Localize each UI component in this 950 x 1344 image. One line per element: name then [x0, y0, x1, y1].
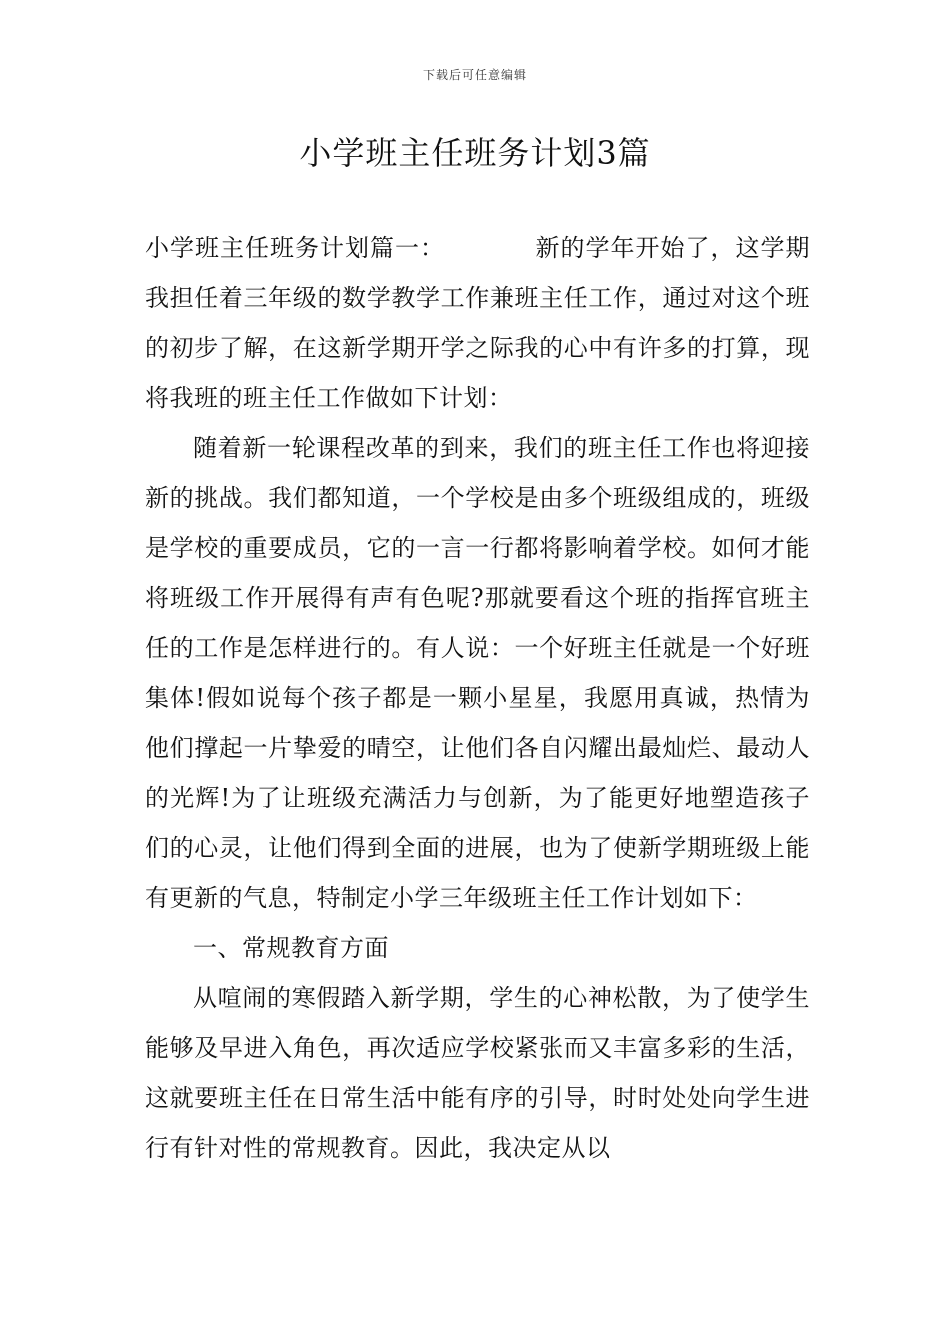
intro-paragraph — [145, 223, 810, 423]
header-note: 下载后可任意编辑 — [422, 68, 527, 82]
paragraph-4: 从喧闹的寒假踏入新学期，学生的心神松散，为了使学生能够及早进入角色，再次适应学校紧张而又丰富多彩的生活，这就要班主任在日常生活中能有序的引导，时时处处向学生进行有针对性的常规教育。因此，我决定从以 — [145, 984, 810, 1162]
document-title: 小学班主任班务计划3篇 — [299, 134, 651, 172]
section-heading-1: 一、常规教育方面 — [193, 934, 389, 962]
paragraph-1-text: 新的学年开始了，这学期我担任着三年级的数学教学工作兼班主任工作，通过对这个班的初步了解，在这新学期开学之际我的心中有许多的打算，现将我班的班主任工作做如下计划： — [145, 234, 810, 412]
section-label: 小学班主任班务计划篇一： — [145, 234, 445, 262]
document-body — [145, 223, 810, 1173]
paragraph-2: 随着新一轮课程改革的到来，我们的班主任工作也将迎接新的挑战。我们都知道，一个学校是由多个班级组成的，班级是学校的重要成员，它的一言一行都将影响着学校。如何才能将班级工作开展得有声有色呢?那就要看这个班的指挥官班主任的工作是怎样进行的。有人说：一个好班主任就是一个好班集体!假如说每个孩子都是一颗小星星，我愿用真诚，热情为他们撑起一片挚爱的晴空，让他们各自闪耀出最灿烂、最动人的光辉!为了让班级充满活力与创新，为了能更好地塑造孩子们的心灵，让他们得到全面的进展，也为了使新学期班级上能有更新的气息，特制定小学三年级班主任工作计划如下： — [145, 434, 810, 912]
